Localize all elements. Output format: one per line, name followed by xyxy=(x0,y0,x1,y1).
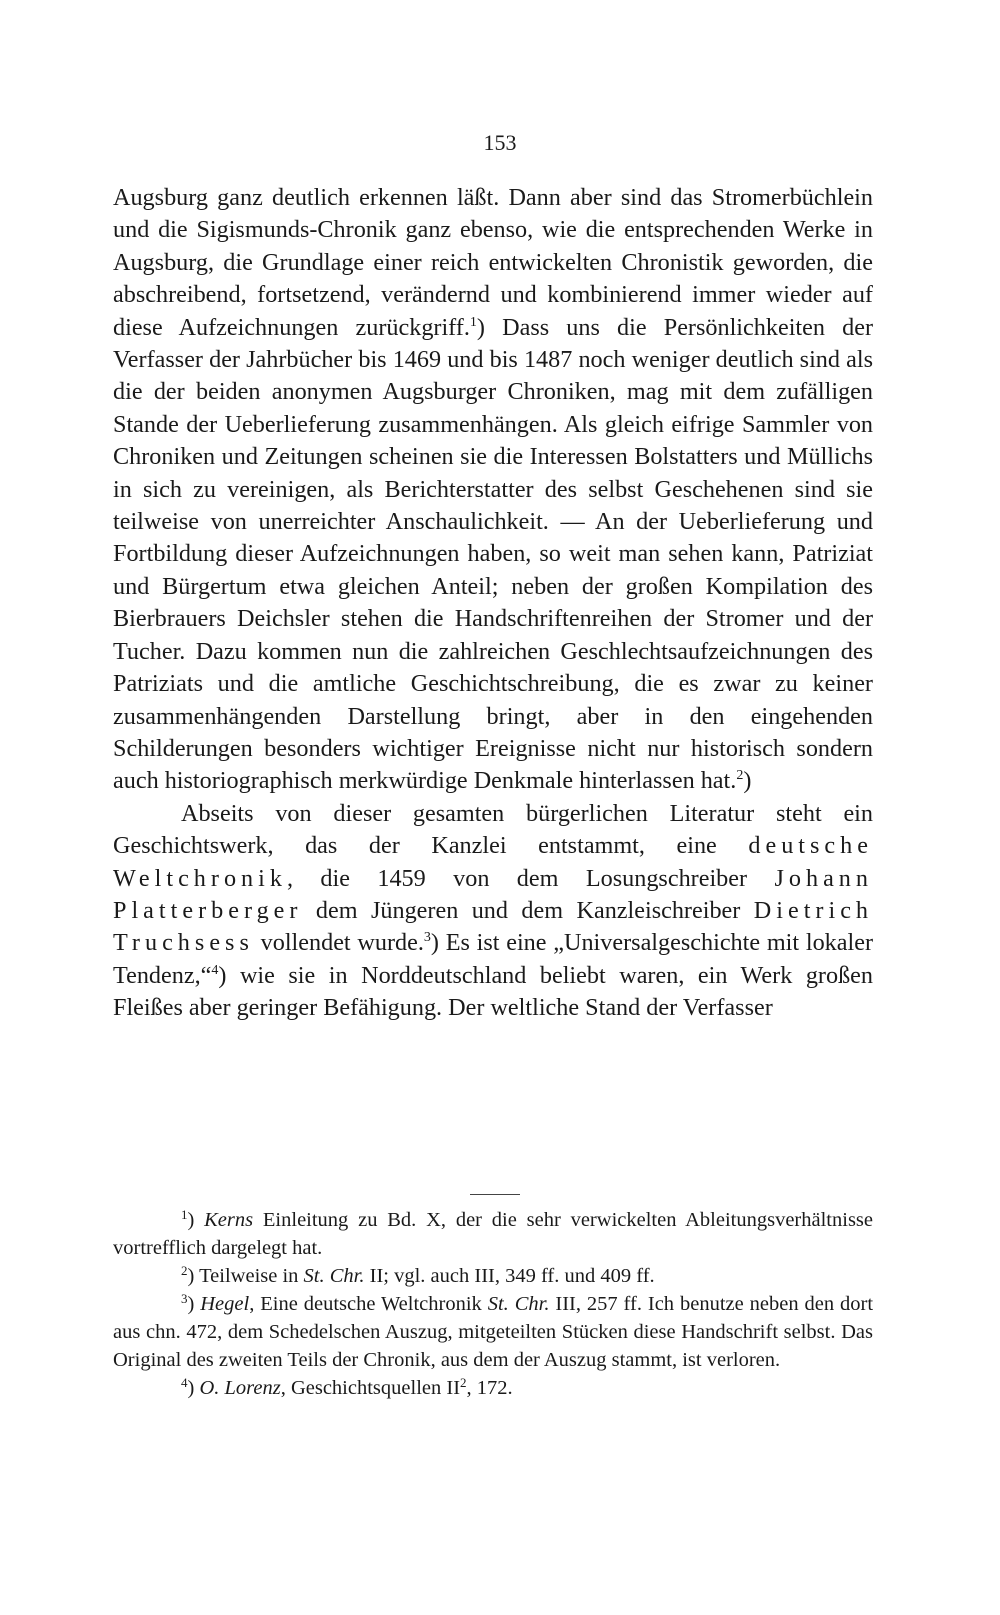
spaced-name: Dietrich Truchsess xyxy=(113,896,874,957)
footnote-text: , 172. xyxy=(466,1377,513,1399)
text-segment: Augsburg ganz deutlich erkennen läßt. Dann aber sind das Stromerbüchlein und die Sigismunds-Chronik ganz ebenso, wie die entsprechenden Werke in Augsburg, die Grundlage einer reich entwickelten Chronistik geworden, die abschreibend, fortsetzend, verändernd und kombinierend immer wieder auf diese Aufzeichnungen zurückgriff. xyxy=(113,184,873,341)
footnote-mark: 2 xyxy=(181,1263,188,1278)
footnote-2: $^2$) Teilweise in St. Chr. II; vgl. auch III, 349 ff. und 409 ff. xyxy=(181,1263,655,1287)
text-segment: ) wie sie in Norddeutschland beliebt waren, ein Werk großen Fleißes aber geringer Befähigung. Der weltliche Stand der Verfasser xyxy=(113,961,873,1022)
footnote-4: $^4$) O. Lorenz, Geschichtsquellen II$^2$, 172. xyxy=(181,1375,513,1399)
footnote-author: O. Lorenz xyxy=(199,1377,281,1399)
footnote-mark: 1 xyxy=(181,1207,188,1222)
footnote-text: II; vgl. auch III, 349 ff. und 409 ff. xyxy=(364,1265,655,1287)
footnote-source: St. Chr. xyxy=(303,1265,365,1287)
footnote-text: Einleitung zu Bd. X, der die sehr verwickelten Ableitungsverhältnisse vortrefflich dargelegt hat. xyxy=(113,1209,873,1259)
footnotes xyxy=(113,1206,873,1402)
text-segment: ) xyxy=(743,767,752,795)
footnote-source: St. Chr. xyxy=(487,1293,550,1315)
text-segment: , die 1459 von dem Losungschreiber xyxy=(286,864,748,892)
text-segment: Abseits von dieser gesamten bürgerlichen Literatur steht ein Geschichtswerk, das der Kanzlei entstammt, eine xyxy=(113,799,873,860)
footnote-ref: 3 xyxy=(423,930,431,946)
footnote-divider xyxy=(470,1194,520,1195)
footnote-author: Hegel xyxy=(200,1293,250,1315)
footnote-text: Teilweise in xyxy=(194,1265,304,1287)
footnote-text: , Geschichtsquellen II xyxy=(280,1377,461,1399)
footnote-ref: 4 xyxy=(211,962,219,978)
text-segment: ) Es ist eine „Universalgeschichte mit lokaler Tendenz,“ xyxy=(113,929,874,989)
spaced-title: deutsche Weltchronik xyxy=(113,832,873,892)
footnote-mark: 3 xyxy=(181,1291,188,1306)
footnote-3: $^3$) Hegel, Eine deutsche Weltchronik St. Chr. III, 257 ff. Ich benutze neben den dort aus chn. 472, dem Schedelschen Auszug, mitgeteilten Stücken diese Handschrift selbst. Das Original des zweiten Teils der Chronik, aus dem der Auszug stammt, ist verloren. xyxy=(113,1291,874,1371)
footnote-text: , Eine deutsche Weltchronik xyxy=(249,1293,488,1315)
edition-superscript: 2 xyxy=(460,1375,467,1390)
page-number: 153 xyxy=(483,130,517,155)
main-text xyxy=(113,182,873,1025)
footnote-author: Kerns xyxy=(204,1209,254,1231)
footnote-ref: 2 xyxy=(736,768,744,784)
footnote-1: $^1$) Kerns Einleitung zu Bd. X, der die sehr verwickelten Ableitungsverhältnisse vortrefflich dargelegt hat. xyxy=(113,1207,873,1259)
footnote-mark: 4 xyxy=(181,1375,188,1390)
text-segment: vollendet wurde. xyxy=(260,929,424,957)
text-segment: ) Dass uns die Persönlichkeiten der Verfasser der Jahrbücher bis 1469 und bis 1487 noch weniger deutlich sind als die der beiden anonymen Augsburger Chroniken, mag mit dem zufälligen Stande der Ueberlieferung zusammenhängen. Als gleich eifrige Sammler von Chroniken und Zeitungen scheinen sie die Interessen Bolstatters und Müllichs in sich zu vereinigen, als Berichterstatter des selbst Geschehenen sind sie teilweise von unerreichter Anschaulichkeit. — An der Ueberlieferung und Fortbildung dieser Aufzeichnungen haben, so weit man sehen kann, Patriziat und Bürgertum etwa gleichen Anteil; neben der großen Kompilation des Bierbrauers Deichsler stehen die Handschriftenreihen der Stromer und der Tucher. Dazu kommen nun die zahlreichen Geschlechtsaufzeichnungen des Patriziats und die amtliche Geschichtschreibung, die es zwar zu keiner zusammenhängenden Darstellung bringt, aber in den eingehenden Schilderungen besonders wichtiger Ereignisse nicht nur historisch sondern auch historiographisch merkwürdige Denkmale hinterlassen hat. xyxy=(113,313,873,795)
footnote-text: III, 257 ff. Ich benutze neben den dort aus chn. 472, dem Schedelschen Auszug, mitgeteilten Stücken diese Handschrift selbst. Das Original des zweiten Teils der Chronik, aus dem der Auszug stammt, ist verloren. xyxy=(113,1293,874,1371)
paragraph-1 xyxy=(113,182,873,798)
text-segment: dem Jüngeren und dem Kanzleischreiber xyxy=(315,896,741,924)
footnote-ref: 1 xyxy=(469,314,477,330)
spaced-name: Johann Platterberger xyxy=(113,864,873,924)
paragraph-2 xyxy=(113,798,873,1025)
